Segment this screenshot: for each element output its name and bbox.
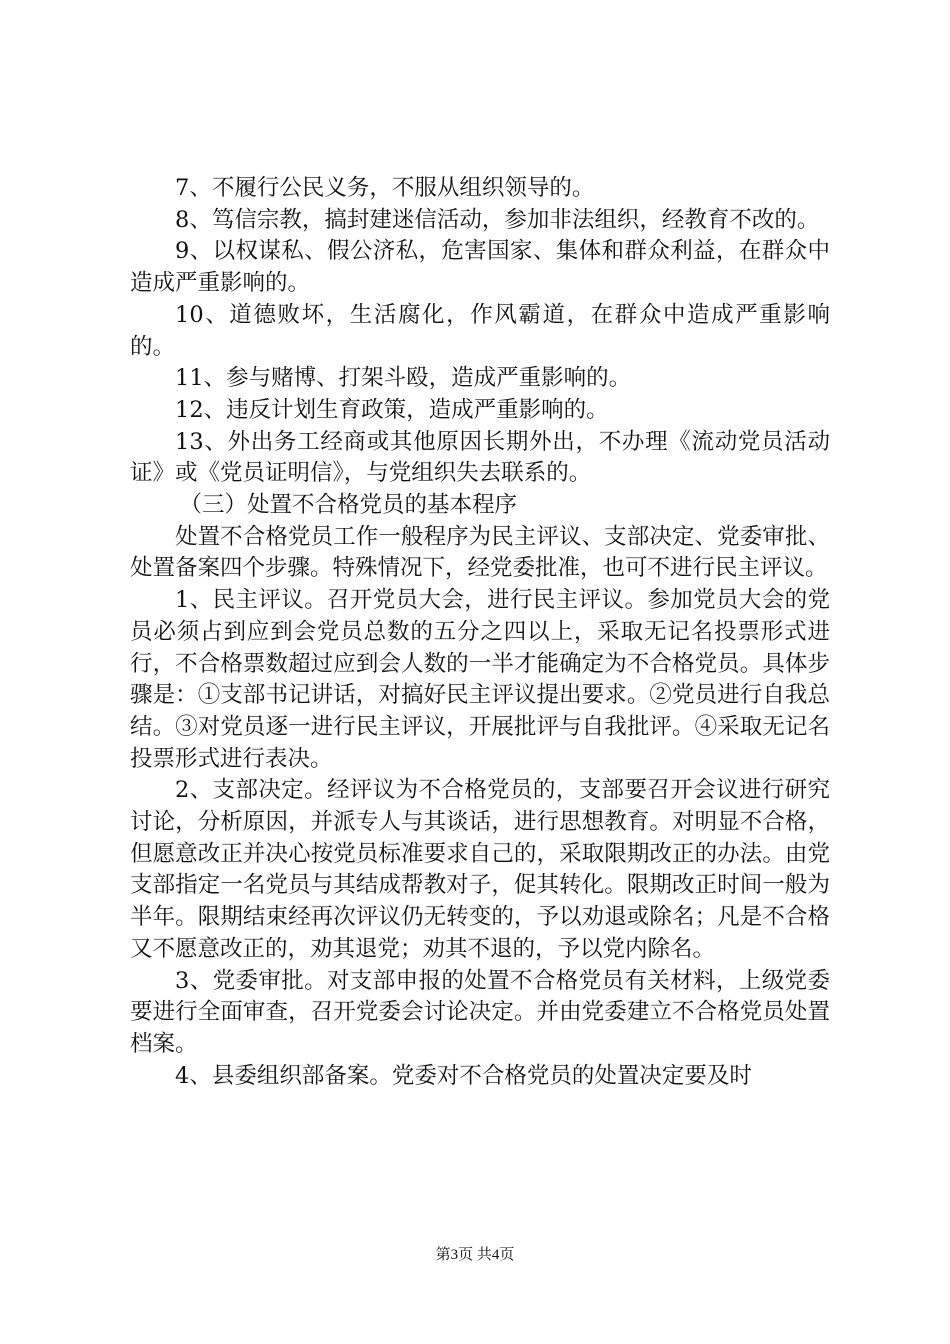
paragraph-step-1: 1、民主评议。召开党员大会，进行民主评议。参加党员大会的党员必须占到应到会党员总数的五分之四以上，采取无记名投票形式进行，不合格票数超过应到会人数的一半才能确定为不合格党员。具体步骤是：①支部书记讲话，对搞好民主评议提出要求。②党员进行自我总结。③对党员逐一进行民主评议，开展批评与自我批评。④采取无记名投票形式进行表决。 (130, 587, 830, 772)
paragraph-item-9: 9、以权谋私、假公济私，危害国家、集体和群众利益，在群众中造成严重影响的。 (130, 238, 830, 297)
paragraph-step-2: 2、支部决定。经评议为不合格党员的，支部要召开会议进行研究讨论，分析原因，并派专人与其谈话，进行思想教育。对明显不合格，但愿意改正并决心按党员标准要求自己的，采取限期改正的办法。由党支部指定一名党员与其结成帮教对子，促其转化。限期改正时间一般为半年。限期结束经再次评议仍无转变的，予以劝退或除名；凡是不合格又不愿意改正的，劝其退党；劝其不退的，予以党内除名。 (130, 777, 830, 962)
paragraph-item-7: 7、不履行公民义务，不服从组织领导的。 (175, 175, 595, 201)
paragraph-item-10: 10、道德败坏，生活腐化，作风霸道，在群众中造成严重影响的。 (130, 301, 830, 360)
paragraph-item-8: 8、笃信宗教，搞封建迷信活动，参加非法组织，经教育不改的。 (175, 206, 820, 233)
paragraph-step-4: 4、县委组织部备案。党委对不合格党员的处置决定要及时 (175, 1062, 752, 1089)
paragraph-procedure-intro: 处置不合格党员工作一般程序为民主评议、支部决定、党委审批、处置备案四个步骤。特殊情况下，经党委批准，也可不进行民主评议。 (130, 523, 830, 582)
paragraph-item-13: 13、外出务工经商或其他原因长期外出，不办理《流动党员活动证》或《党员证明信》，与党组织失去联系的。 (130, 428, 830, 487)
paragraph-item-12: 12、违反计划生育政策，造成严重影响的。 (175, 396, 609, 423)
paragraph-step-3: 3、党委审批。对支部申报的处置不合格党员有关材料，上级党委要进行全面审查，召开党委会讨论决定。并由党委建立不合格党员处置档案。 (130, 967, 830, 1057)
paragraph-item-11: 11、参与赌博、打架斗殴，造成严重影响的。 (175, 365, 632, 392)
document-body (130, 173, 830, 1092)
section-heading: （三）处置不合格党员的基本程序 (179, 492, 518, 519)
page-footer: 第3页 共4页 (435, 1247, 515, 1263)
